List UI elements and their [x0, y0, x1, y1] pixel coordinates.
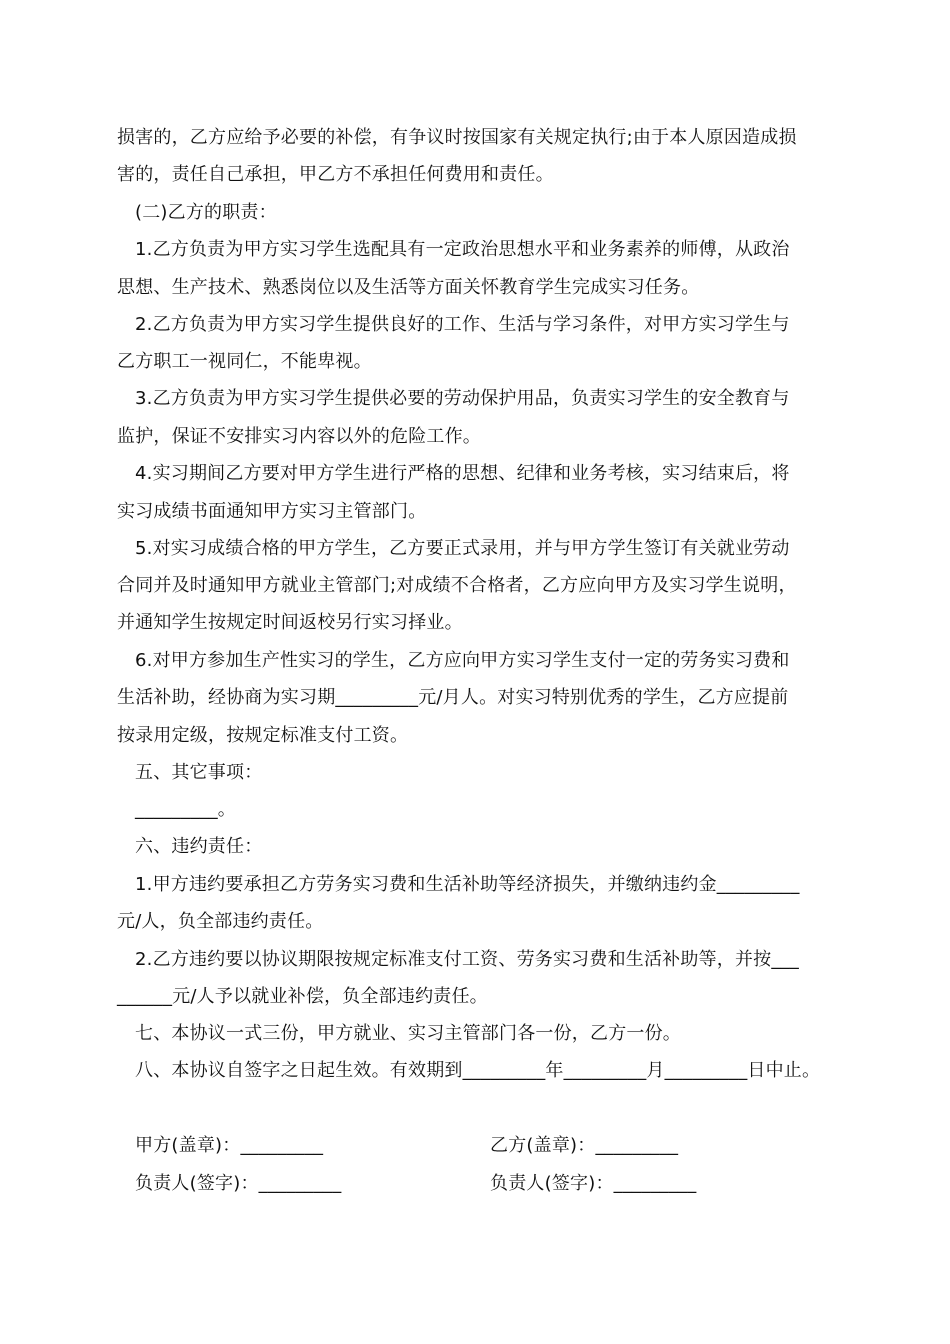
list-item-line: 1.乙方负责为甲方实习学生选配具有一定政治思想水平和业务素养的师傅，从政治: [135, 239, 790, 260]
list-item-line: 5.对实习成绩合格的甲方学生，乙方要正式录用，并与甲方学生签订有关就业劳动: [135, 538, 790, 559]
blank-field-line: _________。: [135, 799, 236, 820]
list-item-line: 乙方职工一视同仁，不能卑视。: [117, 351, 372, 372]
list-item-line: 监护，保证不安排实习内容以外的危险工作。: [117, 426, 481, 447]
party-b-seal-field: 乙方(盖章)：_________: [490, 1135, 679, 1156]
section-heading: 七、本协议一式三份，甲方就业、实习主管部门各一份，乙方一份。: [135, 1023, 681, 1044]
list-item-line: 按录用定级，按规定标准支付工资。: [117, 725, 409, 746]
section-heading: 八、本协议自签字之日起生效。有效期到_________年_________月_________日中止。: [135, 1060, 821, 1081]
list-item-line: 6.对甲方参加生产性实习的学生，乙方应向甲方实习学生支付一定的劳务实习费和: [135, 650, 790, 671]
list-item-line: 1.甲方违约要承担乙方劳务实习费和生活补助等经济损失，并缴纳违约金_________: [135, 874, 800, 895]
party-a-signer-field: 负责人(签字)：_________: [135, 1173, 342, 1194]
list-item-line: 2.乙方违约要以协议期限按规定标准支付工资、劳务实习费和生活补助等，并按___: [135, 949, 799, 970]
list-item-line: 4.实习期间乙方要对甲方学生进行严格的思想、纪律和业务考核，实习结束后，将: [135, 463, 790, 484]
list-item-line: 实习成绩书面通知甲方实习主管部门。: [117, 501, 427, 522]
paragraph-line: 害的，责任自己承担，甲乙方不承担任何费用和责任。: [117, 164, 554, 185]
party-b-signer-field: 负责人(签字)：_________: [490, 1173, 697, 1194]
list-item-line: 合同并及时通知甲方就业主管部门;对成绩不合格者，乙方应向甲方及实习学生说明，: [117, 575, 797, 596]
list-item-line: ______元/人予以就业补偿，负全部违约责任。: [117, 986, 488, 1007]
section-heading: 六、违约责任：: [135, 836, 263, 857]
list-item-line: 生活补助，经协商为实习期_________元/月人。对实习特别优秀的学生，乙方应提前: [117, 687, 789, 708]
list-item-line: 并通知学生按规定时间返校另行实习择业。: [117, 612, 463, 633]
list-item-line: 元/人，负全部违约责任。: [117, 911, 324, 932]
list-item-line: 2.乙方负责为甲方实习学生提供良好的工作、生活与学习条件，对甲方实习学生与: [135, 314, 790, 335]
paragraph-line: 损害的，乙方应给予必要的补偿，有争议时按国家有关规定执行;由于本人原因造成损: [117, 127, 797, 148]
party-a-seal-field: 甲方(盖章)：_________: [135, 1135, 324, 1156]
section-heading: (二)乙方的职责：: [135, 202, 277, 223]
list-item-line: 3.乙方负责为甲方实习学生提供必要的劳动保护用品，负责实习学生的安全教育与: [135, 388, 790, 409]
section-heading: 五、其它事项：: [135, 762, 263, 783]
list-item-line: 思想、生产技术、熟悉岗位以及生活等方面关怀教育学生完成实习任务。: [117, 277, 700, 298]
